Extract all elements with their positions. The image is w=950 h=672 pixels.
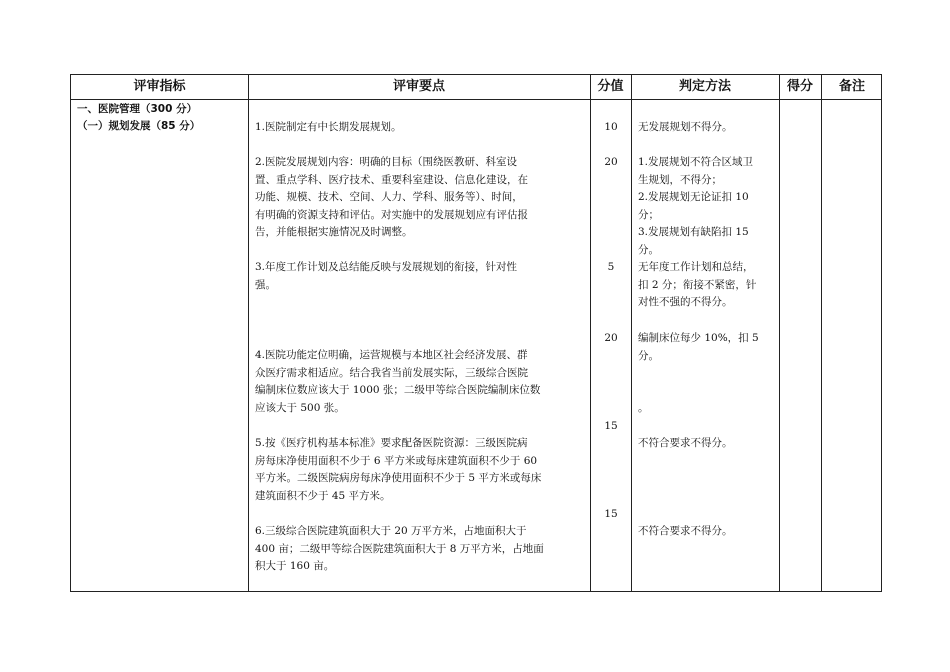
item-4-score: 20 [604,332,618,344]
item-5-points: 5.按《医疗机构基本标准》要求配备医院资源：三级医院病 房每床净使用面积不少于 6 平方米或每床建筑面积不少于 60 平方米。二级医院病房每床净使用面积不少于 5 平方米或每床 建筑面积不少于 45 平方米。 [255,437,542,502]
header-divider [71,99,881,100]
item-3-score: 5 [607,261,615,273]
item-6-method: 不符合要求不得分。 [638,525,733,537]
item-2-points: 2.医院发展规划内容：明确的目标（围绕医教研、科室设 置、重点学科、医疗技术、重要科室建设、信息化建设，在 功能、规模、技术、空间、人力、学科、服务等）、时间， 有明确的资源支持和评估。对实施中的发展规划应有评估报 告，并能根据实施情况及时调整。 [255,156,528,238]
header-indicator: 评审指标 [133,79,186,94]
header-note: 备注 [838,79,865,94]
section-title: 一、医院管理（300 分） [77,103,198,115]
header-points: 评审要点 [392,79,445,94]
item-6-points: 6.三级综合医院建筑面积大于 20 万平方米，占地面积大于 400 亩；二级甲等综合医院建筑面积大于 8 万平方米，占地面 积大于 160 亩。 [255,525,544,572]
item-1-score: 10 [604,121,618,133]
item-2-method: 1.发展规划不符合区域卫 生规划，不得分； 2.发展规划无论证扣 10 分； 3.发展规划有缺陷扣 15 分。 [638,156,754,256]
item-1-points: 1.医院制定有中长期发展规划。 [255,121,402,133]
item-3-method: 无年度工作计划和总结， 扣 2 分；衔接不紧密，针 对性不强的不得分。 [638,261,757,308]
item-4-points: 4.医院功能定位明确，运营规模与本地区社会经济发展、群 众医疗需求相适应。结合我省当前发展实际，三级综合医院 编制床位数应该大于 1000 张；二级甲等综合医院编制床位数 应该大于 500 张。 [255,349,541,414]
section-subtitle: （一）规划发展（85 分） [77,120,201,132]
review-table [70,74,882,592]
item-5-score: 15 [604,420,618,432]
item-5-method: 不符合要求不得分。 [638,437,733,449]
column-divider [821,75,822,591]
item-2-score: 20 [604,156,618,168]
column-divider [248,75,249,591]
header-score: 分值 [597,79,624,94]
item-4-method-mark: 。 [638,402,649,414]
header-got: 得分 [786,79,813,94]
column-divider [779,75,780,591]
item-1-method: 无发展规划不得分。 [638,121,733,133]
header-method: 判定方法 [678,79,731,94]
item-4-method: 编制床位每少 10%，扣 5 分。 [638,332,759,362]
item-3-points: 3.年度工作计划及总结能反映与发展规划的衔接，针对性 强。 [255,261,518,291]
item-6-score: 15 [604,508,618,520]
